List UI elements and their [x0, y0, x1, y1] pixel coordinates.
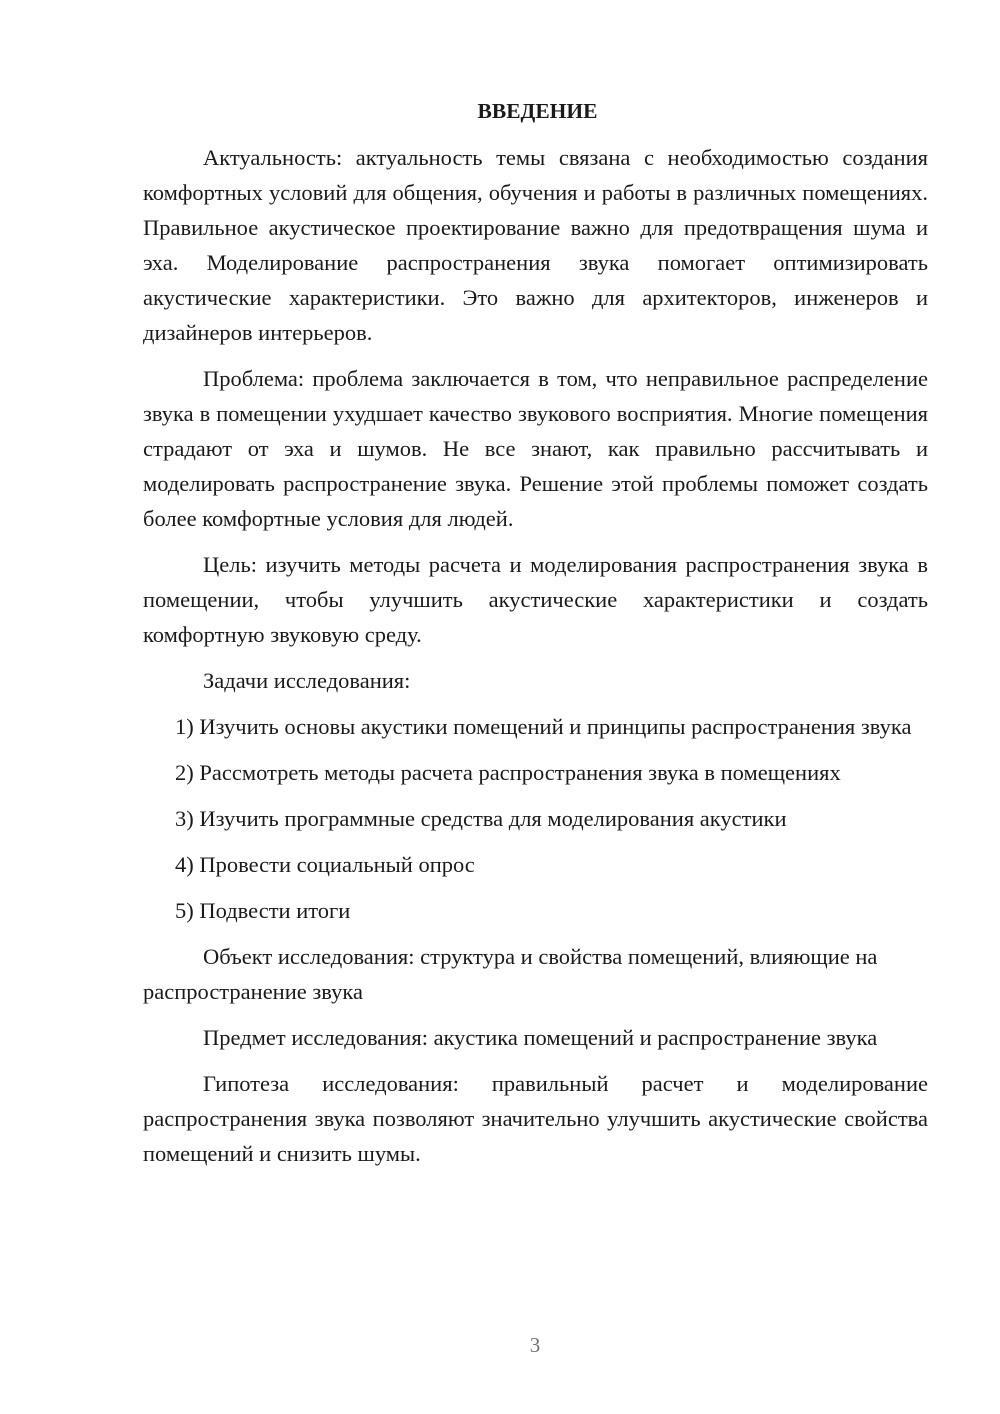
task-item: 1) Изучить основы акустики помещений и принципы распространения звука — [175, 714, 912, 739]
page-number: 3 — [529, 1333, 541, 1357]
hypothesis-paragraph: Гипотеза исследования: правильный расчет и моделирование распространения звука позволяют значительно улучшить акустические свойства помещений и снизить шумы. — [143, 1071, 928, 1166]
task-item: 3) Изучить программные средства для моделирования акустики — [175, 806, 787, 831]
task-item: 4) Провести социальный опрос — [175, 852, 475, 877]
relevance-paragraph: Актуальность: актуальность темы связана с необходимостью создания комфортных условий для общения, обучения и работы в различных помещениях. Правильное акустическое проектирование важно для предотвращения шума и эха. Моделирование распространения звука помогает оптимизировать акустические характеристики. Это важно для архитекторов, инженеров и дизайнеров интерьеров. — [143, 145, 928, 345]
goal-paragraph: Цель: изучить методы расчета и моделирования распространения звука в помещении, чтобы улучшить акустические характеристики и создать комфортную звуковую среду. — [143, 552, 928, 647]
task-item: 2) Рассмотреть методы расчета распространения звука в помещениях — [175, 760, 841, 785]
object-paragraph: Объект исследования: структура и свойства помещений, влияющие на распространение звука — [143, 944, 878, 1004]
section-title: ВВЕДЕНИЕ — [477, 99, 598, 123]
subject-paragraph: Предмет исследования: акустика помещений и распространение звука — [203, 1025, 878, 1050]
page-content — [143, 94, 928, 1182]
task-item: 5) Подвести итоги — [175, 898, 351, 923]
problem-paragraph: Проблема: проблема заключается в том, что неправильное распределение звука в помещении ухудшает качество звукового восприятия. Многие помещения страдают от эха и шумов. Не все знают, как правильно рассчитывать и моделировать распространение звука. Решение этой проблемы поможет создать более комфортные условия для людей. — [143, 366, 928, 531]
tasks-heading: Задачи исследования: — [203, 668, 411, 693]
